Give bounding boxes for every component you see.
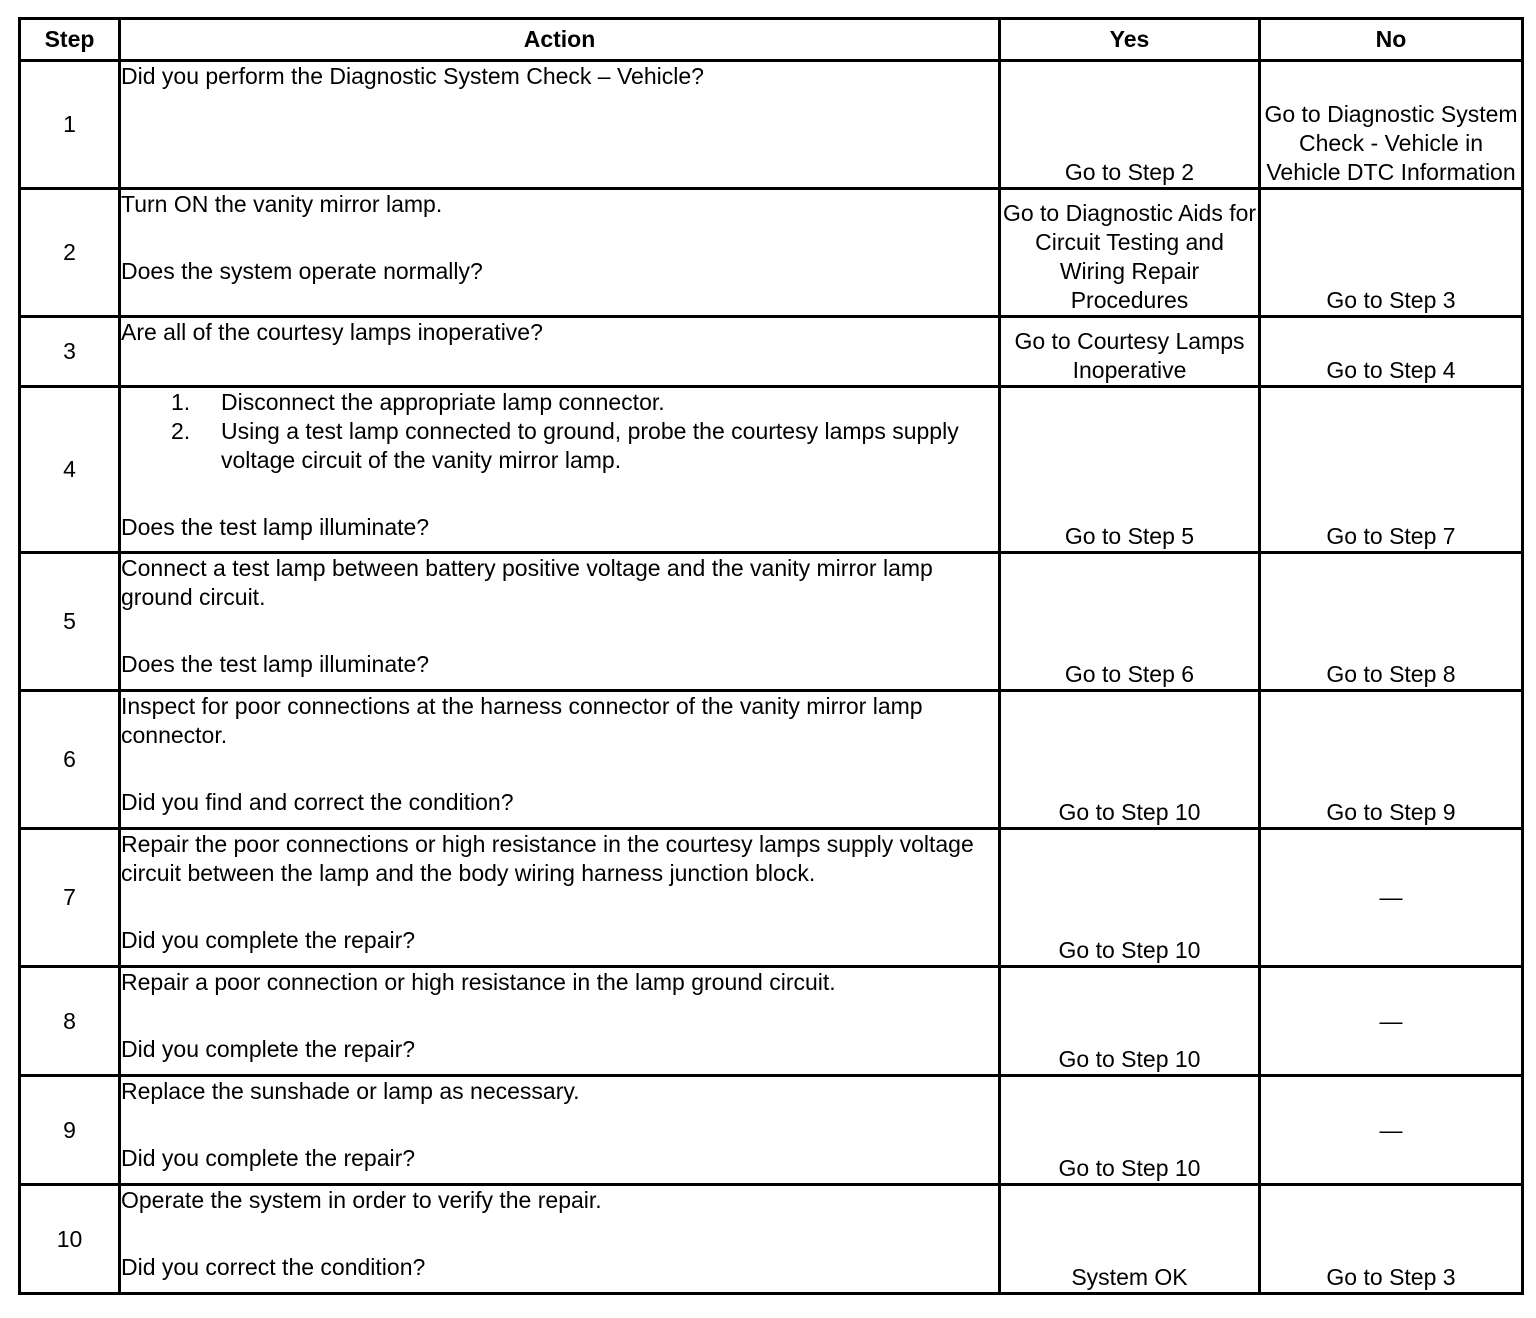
yes-cell: Go to Courtesy Lamps Inoperative [1000,317,1260,387]
table-row [20,691,1523,829]
action-cell [120,61,1000,189]
action-text: Repair the poor connections or high resistance in the courtesy lamps supply voltage circuit between the lamp and the body wiring harness junction block. [121,831,974,886]
substep-item [171,417,998,475]
action-text: Inspect for poor connections at the harness connector of the vanity mirror lamp connector. [121,693,923,748]
no-cell: Go to Step 3 [1260,189,1523,317]
step-number: 5 [20,553,120,691]
action-cell [120,553,1000,691]
yes-cell: Go to Step 6 [1000,553,1260,691]
table-row [20,967,1523,1076]
action-question: Did you correct the condition? [121,1254,426,1280]
action-question: Did you find and correct the condition? [121,789,514,815]
action-text: Operate the system in order to verify the repair. [121,1187,602,1213]
substep-list [121,388,998,475]
table-row [20,553,1523,691]
yes-cell: Go to Step 2 [1000,61,1260,189]
action-text: Are all of the courtesy lamps inoperative? [121,319,543,345]
yes-cell: Go to Step 10 [1000,691,1260,829]
no-cell: Go to Step 4 [1260,317,1523,387]
header-step: Step [20,19,120,61]
action-question: Did you complete the repair? [121,1145,416,1171]
yes-cell: System OK [1000,1185,1260,1294]
action-text: Repair a poor connection or high resistance in the lamp ground circuit. [121,969,836,995]
step-number: 2 [20,189,120,317]
step-number: 4 [20,387,120,553]
step-number: 6 [20,691,120,829]
no-cell: Go to Step 7 [1260,387,1523,553]
action-cell [120,387,1000,553]
step-number: 7 [20,829,120,967]
yes-cell: Go to Diagnostic Aids for Circuit Testing and Wiring Repair Procedures [1000,189,1260,317]
action-cell [120,691,1000,829]
action-cell [120,317,1000,387]
header-yes: Yes [1000,19,1260,61]
table-row [20,829,1523,967]
action-question: Did you complete the repair? [121,927,416,953]
yes-cell: Go to Step 10 [1000,967,1260,1076]
action-text: Did you perform the Diagnostic System Check – Vehicle? [121,63,704,89]
table-row [20,1185,1523,1294]
no-cell: Go to Step 8 [1260,553,1523,691]
no-cell: Go to Step 9 [1260,691,1523,829]
table-row [20,1076,1523,1185]
table-row [20,61,1523,189]
action-cell [120,829,1000,967]
table-row [20,387,1523,553]
step-number: 3 [20,317,120,387]
substep-number: 1. [171,389,191,415]
action-question: Does the test lamp illuminate? [121,651,430,677]
no-cell: Go to Diagnostic System Check - Vehicle in Vehicle DTC Information [1260,61,1523,189]
action-cell [120,1185,1000,1294]
action-cell [120,967,1000,1076]
diagnostic-table [18,17,1524,1295]
action-cell [120,189,1000,317]
substep-text: Disconnect the appropriate lamp connector. [221,389,665,415]
table-row [20,189,1523,317]
action-text: Connect a test lamp between battery positive voltage and the vanity mirror lamp ground circuit. [121,555,933,610]
action-cell [120,1076,1000,1185]
header-action: Action [120,19,1000,61]
no-cell: — [1260,1076,1523,1185]
action-question: Did you complete the repair? [121,1036,416,1062]
header-no: No [1260,19,1523,61]
step-number: 8 [20,967,120,1076]
substep-item [171,388,998,417]
no-cell: — [1260,967,1523,1076]
step-number: 9 [20,1076,120,1185]
action-question: Does the test lamp illuminate? [121,514,430,540]
yes-cell: Go to Step 10 [1000,829,1260,967]
yes-cell: Go to Step 10 [1000,1076,1260,1185]
no-cell: Go to Step 3 [1260,1185,1523,1294]
action-text: Turn ON the vanity mirror lamp. [121,191,443,217]
step-number: 10 [20,1185,120,1294]
table-row [20,317,1523,387]
action-text: Replace the sunshade or lamp as necessary. [121,1078,580,1104]
header-row [20,19,1523,61]
step-number: 1 [20,61,120,189]
substep-text: Using a test lamp connected to ground, probe the courtesy lamps supply voltage circuit of the vanity mirror lamp. [221,418,959,473]
action-question: Does the system operate normally? [121,258,483,284]
substep-number: 2. [171,418,191,444]
no-cell: — [1260,829,1523,967]
yes-cell: Go to Step 5 [1000,387,1260,553]
